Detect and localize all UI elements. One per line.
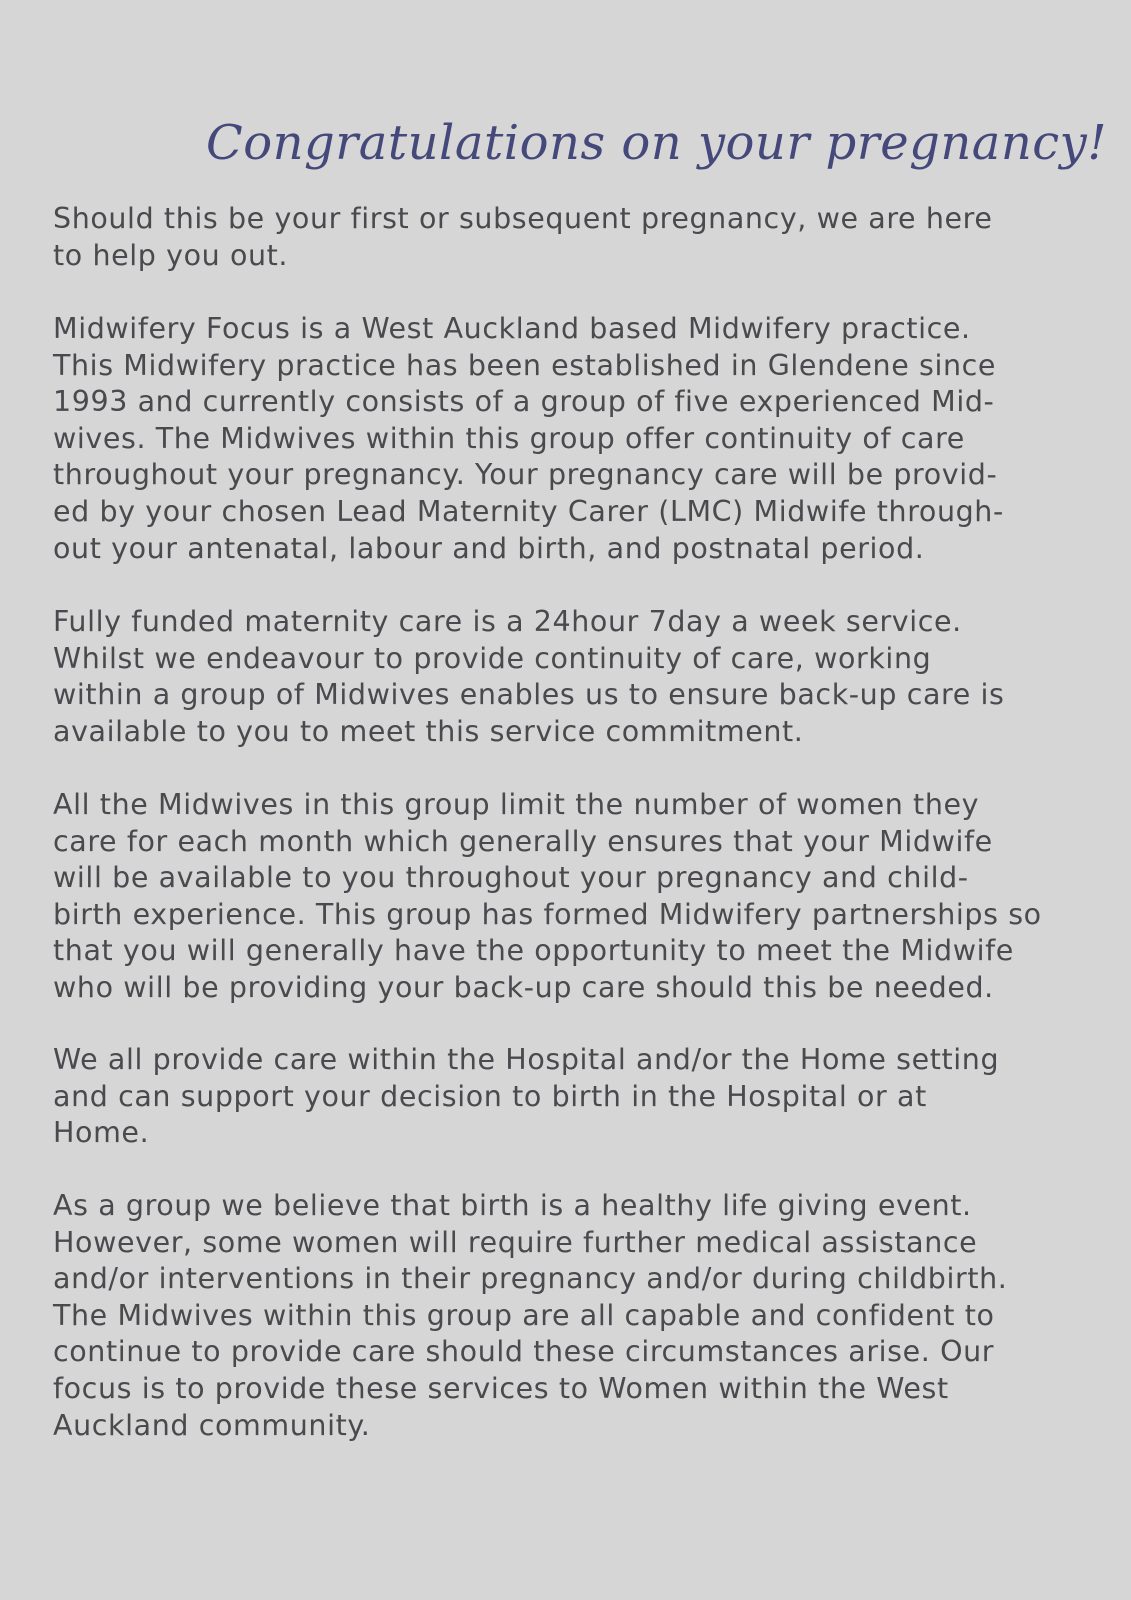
intro-paragraph: Should this be your first or subsequent pregnancy, we are here to help you out. [53, 202, 993, 272]
practice-paragraph: Midwifery Focus is a West Auckland based Midwifery practice. This Midwifery practice has been established in Glendene since 1993 and currently consists of a group of five experienced Mid- wives. The Midwives within this group offer continuity of care throughout your pregnancy. Your pregnancy care will be provid- ed by your chosen Lead Maternity Carer (LMC) Midwife through- out your antenatal, labour and birth, and postnatal period. [53, 312, 1004, 565]
philosophy-paragraph: As a group we believe that birth is a healthy life giving event. However, some women will require further medical assistance and/or interventions in their pregnancy and/or during childbirth. The Midwives within this group are all capable and confident to continue to provide care should these circumstances arise. Our focus is to provide these services to Women within the West Auckland community. [53, 1189, 1008, 1442]
setting-paragraph: We all provide care within the Hospital and/or the Home setting and can support your decision to birth in the Hospital or at Home. [53, 1043, 1000, 1150]
caseload-paragraph: All the Midwives in this group limit the number of women they care for each month which generally ensures that your Midwife will be available to you throughout your pregnancy and child- birth experience. This group has formed Midwifery partnerships so that you will generally have the opportunity to meet the Midwife who will be providing your back-up care should this be needed. [53, 788, 1042, 1004]
funding-paragraph: Fully funded maternity care is a 24hour 7day a week service. Whilst we endeavour to provide continuity of care, working within a group of Midwives enables us to ensure back-up care is available to you to meet this service commitment. [53, 605, 1005, 748]
page-title: Congratulations on your pregnancy! [206, 115, 1108, 171]
